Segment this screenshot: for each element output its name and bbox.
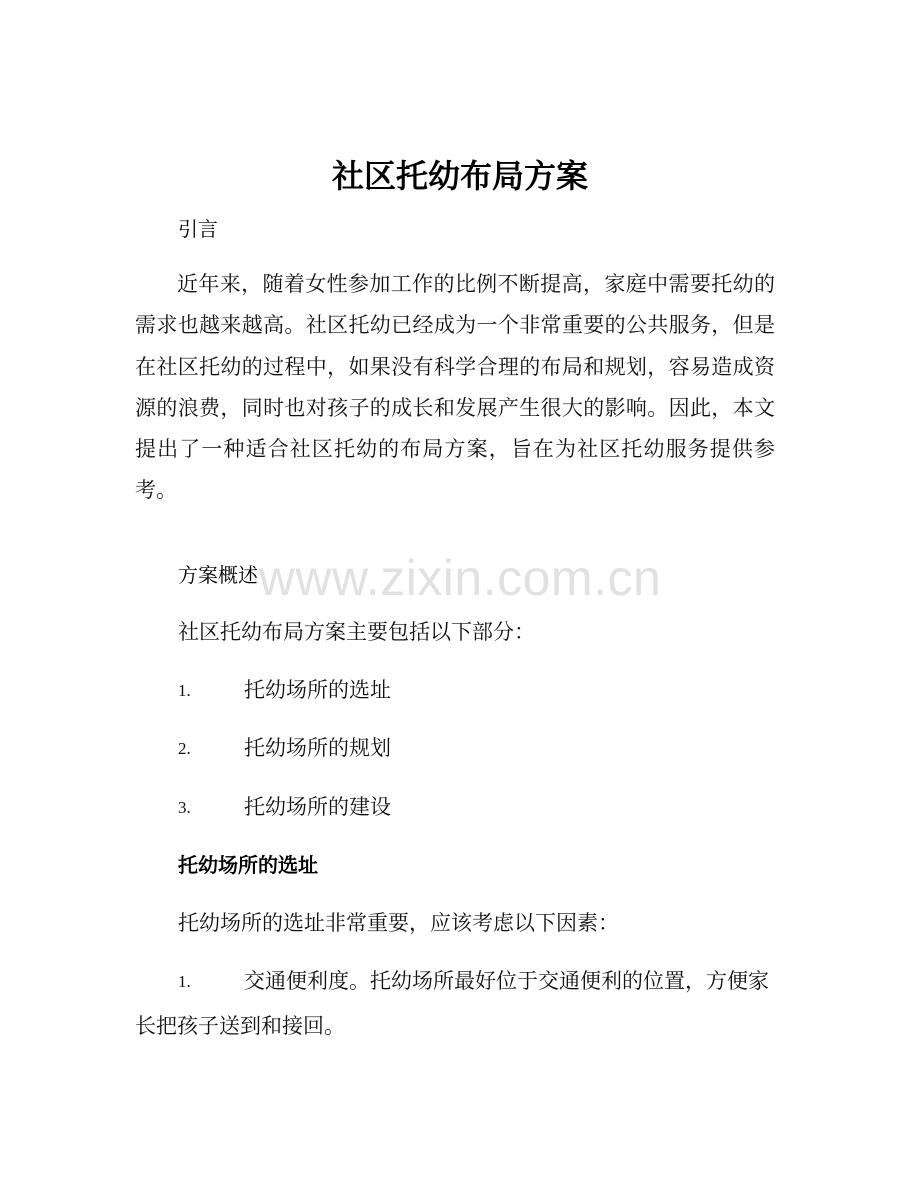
watermark: www.zixin.com.cn [258, 550, 662, 606]
section-heading-site: 托幼场所的选址 [178, 853, 318, 877]
list-item-text: 交通便利度。托幼场所最好位于交通便利的位置，方便家 [244, 969, 769, 993]
list-item-number: 1. [178, 681, 191, 700]
section-heading-overview: 方案概述 [178, 563, 258, 587]
list-item-number: 1. [178, 972, 191, 991]
site-lead-text: 托幼场所的选址非常重要，应该考虑以下因素： [178, 911, 619, 935]
list-item-number: 3. [178, 798, 191, 817]
list-item-text: 托幼场所的建设 [244, 795, 391, 819]
list-item-text: 托幼场所的选址 [244, 678, 391, 702]
page-title: 社区托幼布局方案 [331, 157, 588, 195]
section-heading-intro: 引言 [178, 217, 218, 241]
list-item-number: 2. [178, 739, 191, 758]
overview-lead-text: 社区托幼布局方案主要包括以下部分： [178, 620, 535, 644]
list-item-text: 托幼场所的规划 [244, 736, 391, 760]
intro-paragraph: 近年来，随着女性参加工作的比例不断提高，家庭中需要托幼的需求也越来越高。社区托幼已经成为一个非常重要的公共服务，但是在社区托幼的过程中，如果没有科学合理的布局和规划，容易造成资源的浪费，同时也对孩子的成长和发展产生很大的影响。因此，本文提出了一种适合社区托幼的布局方案，旨在为社区托幼服务提供参考。 [135, 272, 775, 503]
list-item-text-continued: 长把孩子送到和接回。 [135, 1014, 345, 1038]
